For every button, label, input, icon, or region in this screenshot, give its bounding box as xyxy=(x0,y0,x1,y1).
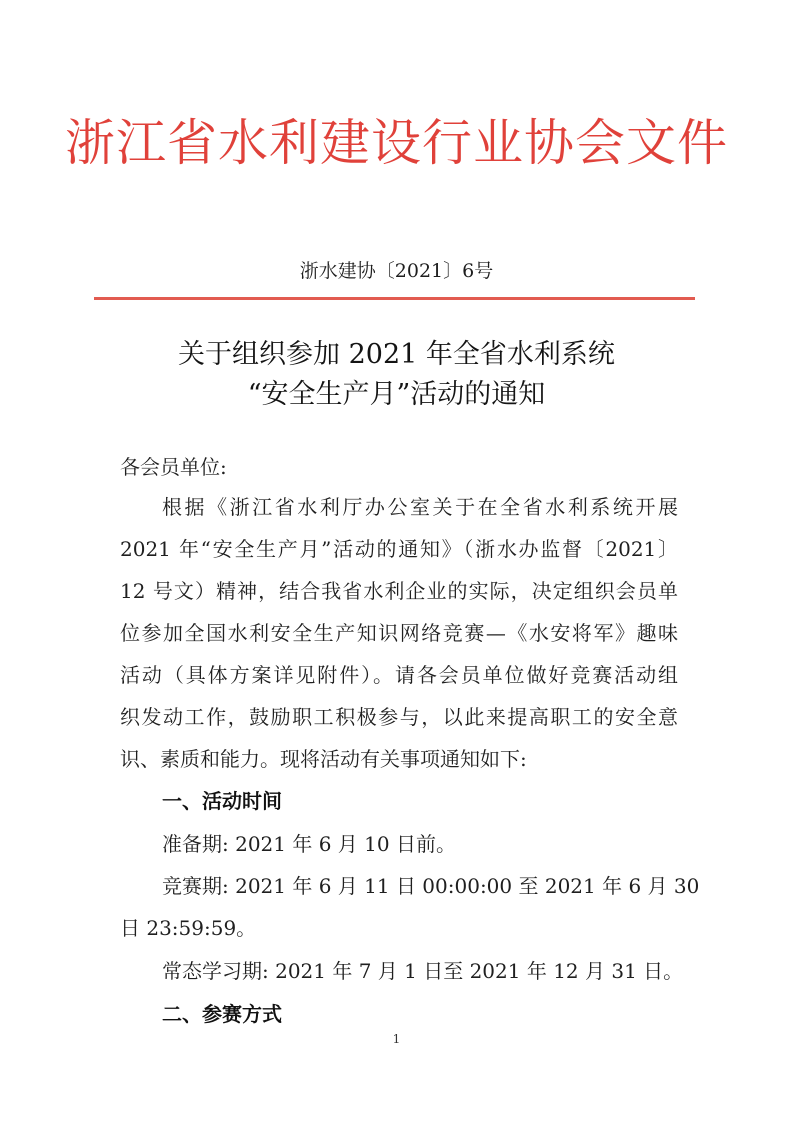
competition-period-text-cont: 日 23:59:59。 xyxy=(120,916,257,940)
paragraph-line: 12 号文）精神，结合我省水利企业的实际，决定组织会员单 xyxy=(120,579,678,603)
paragraph-line: 活动（具体方案详见附件）。请各会员单位做好竞赛活动组 xyxy=(120,663,678,687)
paragraph-line: 位参加全国水利安全生产知识网络竞赛—《水安将军》趣味 xyxy=(120,621,678,645)
paragraph-line: 2021 年“安全生产月”活动的通知》（浙水办监督〔2021〕 xyxy=(120,537,678,561)
paragraph-line: 识、素质和能力。现将活动有关事项通知如下: xyxy=(120,747,527,771)
paragraph-line: 织发动工作，鼓励职工积极参与，以此来提高职工的安全意 xyxy=(120,705,678,729)
notice-title-line-2: “安全生产月”活动的通知 xyxy=(247,379,546,410)
paragraph-line: 根据《浙江省水利厅办公室关于在全省水利系统开展 xyxy=(162,495,678,519)
notice-title-line-1: 关于组织参加 2021 年全省水利系统 xyxy=(178,339,615,370)
organization-header-title: 浙江省水利建设行业协会文件 xyxy=(65,114,728,172)
competition-period-text: 竞赛期: 2021 年 6 月 11 日 00:00:00 至 2021 年 6 月 30 xyxy=(162,874,700,898)
section-heading-participation-method: 二、参赛方式 xyxy=(162,1002,282,1026)
header-divider-rule xyxy=(94,297,695,300)
page-number: 1 xyxy=(392,1032,401,1046)
document-number: 浙水建协〔2021〕6号 xyxy=(299,260,494,282)
prep-period-text: 准备期: 2021 年 6 月 10 日前。 xyxy=(162,832,456,856)
regular-study-period-text: 常态学习期: 2021 年 7 月 1 日至 2021 年 12 月 31 日。 xyxy=(162,959,684,983)
section-heading-activity-time: 一、活动时间 xyxy=(162,789,282,813)
salutation: 各会员单位: xyxy=(120,455,227,479)
